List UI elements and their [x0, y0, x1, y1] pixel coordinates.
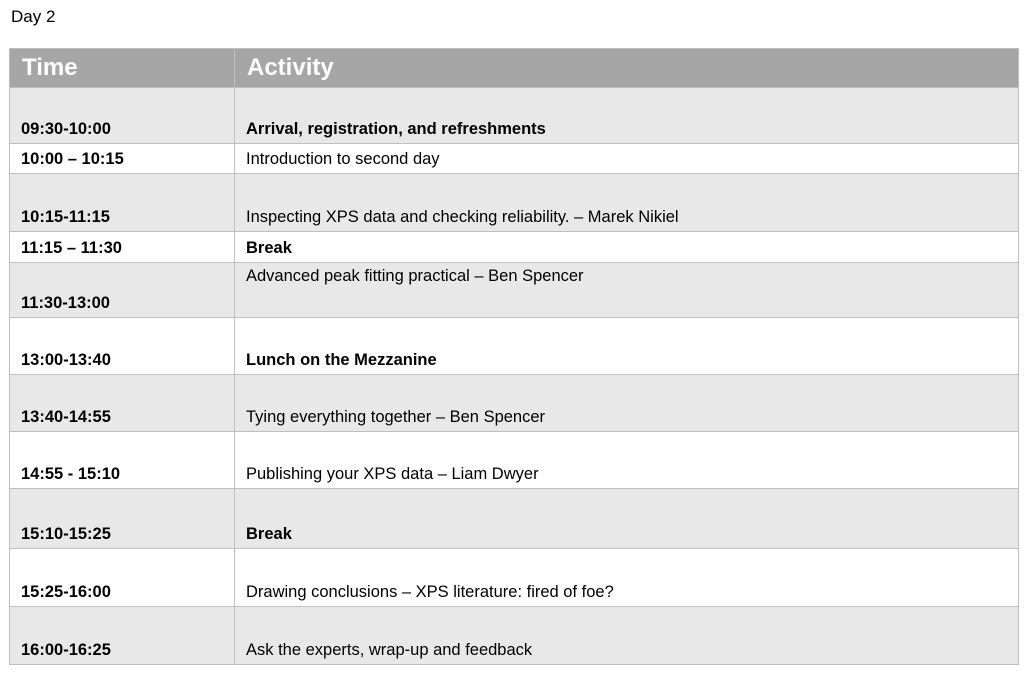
time-cell: 10:00 – 10:15 [10, 144, 235, 174]
table-row [10, 489, 1019, 549]
table-row [10, 549, 1019, 607]
activity-cell: Tying everything together – Ben Spencer [235, 375, 1019, 432]
activity-cell: Publishing your XPS data – Liam Dwyer [235, 432, 1019, 489]
activity-cell: Ask the experts, wrap-up and feedback [235, 607, 1019, 665]
time-cell: 13:00-13:40 [10, 318, 235, 375]
activity-cell: Break [235, 489, 1019, 549]
time-cell: 16:00-16:25 [10, 607, 235, 665]
activity-cell: Drawing conclusions – XPS literature: fired of foe? [235, 549, 1019, 607]
time-cell: 15:25-16:00 [10, 549, 235, 607]
day-label: Day 2 [11, 7, 56, 26]
activity-cell: Break [235, 232, 1019, 263]
table-row [10, 174, 1019, 232]
activity-cell: Advanced peak fitting practical – Ben Spencer [235, 263, 1019, 318]
table-row [10, 232, 1019, 263]
header-row [10, 49, 1019, 88]
time-cell: 10:15-11:15 [10, 174, 235, 232]
time-cell: 15:10-15:25 [10, 489, 235, 549]
table-row [10, 144, 1019, 174]
time-column-header: Time [10, 49, 235, 88]
table-row [10, 263, 1019, 318]
table-row [10, 318, 1019, 375]
activity-column-header: Activity [235, 49, 1019, 88]
time-cell: 11:15 – 11:30 [10, 232, 235, 263]
activity-cell: Inspecting XPS data and checking reliability. – Marek Nikiel [235, 174, 1019, 232]
table-row [10, 607, 1019, 665]
table-row [10, 375, 1019, 432]
table-row [10, 432, 1019, 489]
time-cell: 11:30-13:00 [10, 263, 235, 318]
time-cell: 09:30-10:00 [10, 88, 235, 144]
schedule-body [10, 88, 1019, 665]
table-row [10, 88, 1019, 144]
time-cell: 13:40-14:55 [10, 375, 235, 432]
time-cell: 14:55 - 15:10 [10, 432, 235, 489]
activity-cell: Arrival, registration, and refreshments [235, 88, 1019, 144]
schedule-table [9, 48, 1019, 665]
activity-cell: Lunch on the Mezzanine [235, 318, 1019, 375]
activity-cell: Introduction to second day [235, 144, 1019, 174]
